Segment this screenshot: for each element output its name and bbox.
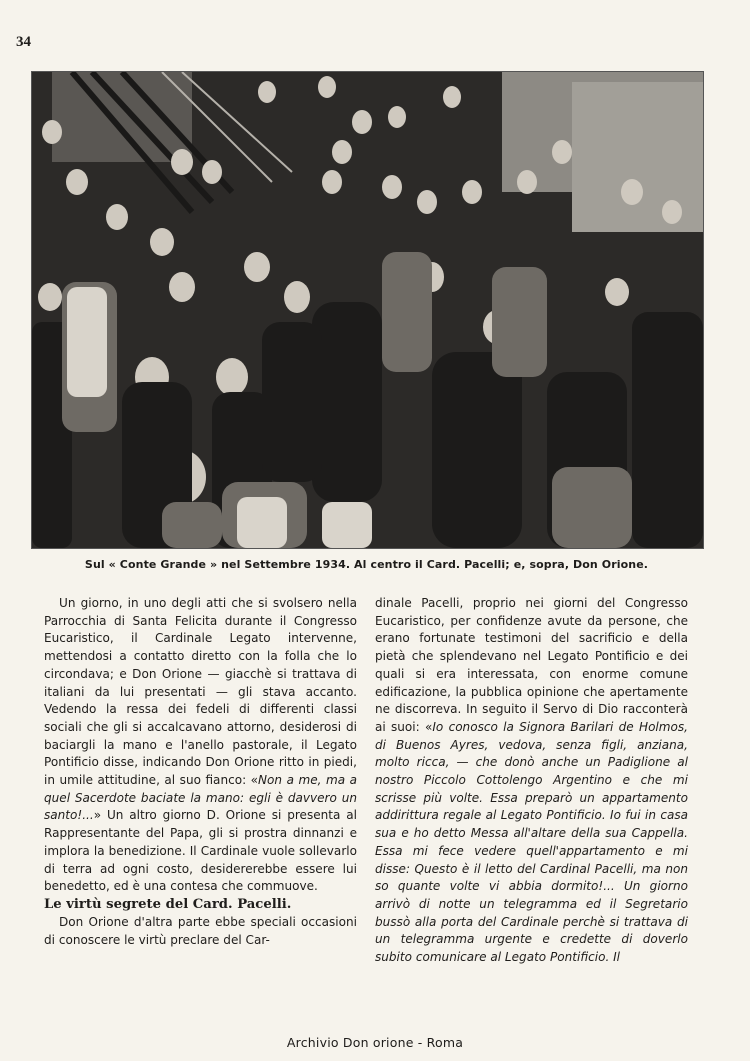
archive-footer: Archivio Don orione - Roma xyxy=(286,1035,464,1050)
section-heading: Le virtù segrete del Card. Pacelli. xyxy=(44,896,292,912)
article-column-right xyxy=(375,595,688,967)
photo-illustration xyxy=(32,72,703,548)
photo-caption: Sul « Conte Grande » nel Settembre 1934. Al centro il Card. Pacelli; e, sopra, Don Orione. xyxy=(84,558,649,571)
paragraph: Don Orione d'altra parte ebbe speciali occasioni di conoscere le virtù preclare del Car- xyxy=(44,914,357,947)
paragraph xyxy=(375,595,688,967)
page-number: 34 xyxy=(16,34,31,50)
paragraph-text: Un giorno, in uno degli atti che si svolsero nella Parrocchia di Santa Felicita durante il Congresso Eucaristico, il Cardinale Legato intervenne, mettendosi a contatto diretto con la folla che lo circondava; e Don Orione — giacchè si trattava di italiani da lui presentati — gli stava accanto. Vedendo la ressa dei fedeli di differenti classi sociali che gli si accalcavano attorno, desiderosi di baciargli la mano e l'anello pastorale, il Legato Pontificio disse, indicando Don Orione ritto in piedi, in umile attitudine, al suo fianco: « xyxy=(44,596,357,788)
quote-text: Io conosco la Signora Barilari de Holmos, di Buenos Ayres, vedova, senza figli, anziana, molto ricca, — che donò anche un Padiglione al nostro Piccolo Cottolengo Argentino e che mi scrisse più volte. Essa preparò un appartamento addirittura regale al Legato Pontificio. Io fui in casa sua e ho detto Messa all'altare della sua Cappella. Essa mi fece vedere quell'appartamento e mi disse: Questo è il letto del Cardinal Pacelli, ma non so quante volte vi abbia dormito!... Un giorno arrivò di notte un telegramma ed il Segretario bussò alla porta del Cardinale perchè si trattava di un telegramma urgente e credette di doverlo subito comunicare al Legato Pontificio. Il xyxy=(375,719,688,965)
paragraph-text: » Un altro giorno D. Orione si presenta al Rappresentante del Papa, gli si prostra dinnanzi e implora la benedizione. Il Cardinale vuole sollevarlo di terra ad ogni costo, desidererebbe essere lui benedetto, ed è una contesa che commuove. xyxy=(44,808,357,894)
crowd-photo xyxy=(31,71,704,549)
paragraph-text: dinale Pacelli, proprio nei giorni del Congresso Eucaristico, per confidenze avute da persone, che erano fortunate testimoni del sacrificio e della pietà che splendevano nel Legato Pontificio e dei quali si era interessata, con enorme comune edificazione, la pubblica opinione che apertamente ne discorreva. In seguito il Servo di Dio racconterà ai suoi: « xyxy=(375,596,688,734)
paragraph xyxy=(44,595,357,896)
quote-text: Non a me, ma a quel Sacerdote baciate la mano: egli è davvero un santo!... xyxy=(44,773,357,823)
article-column-left xyxy=(44,595,357,949)
